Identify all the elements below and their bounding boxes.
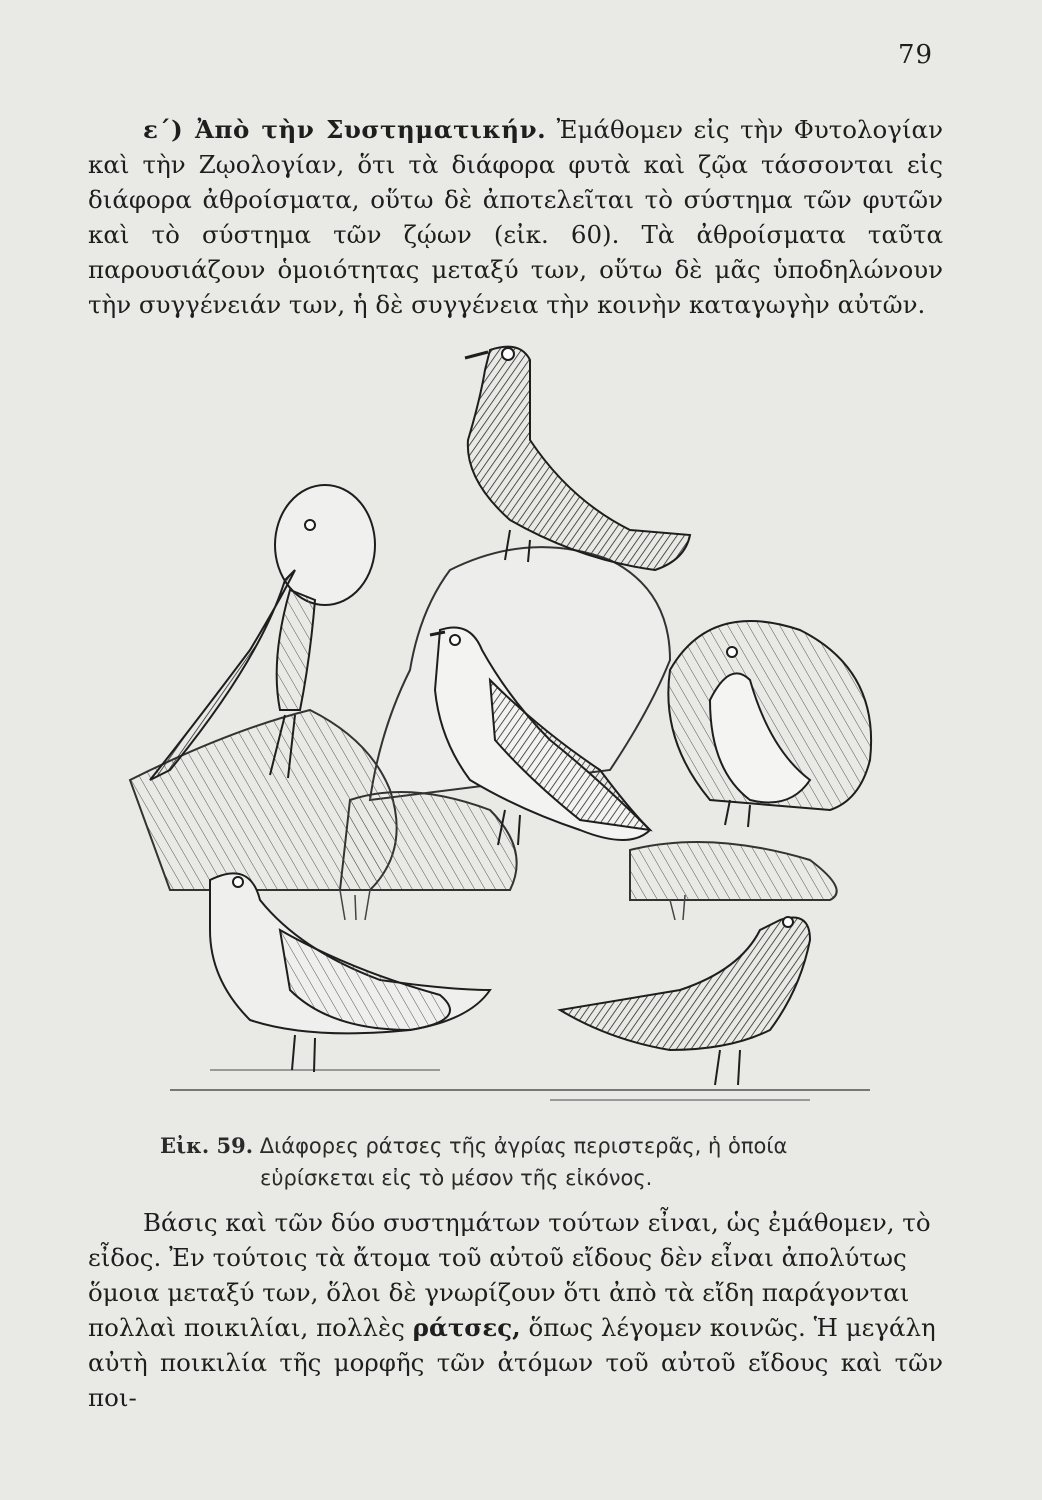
pigeon-fantail [668, 621, 871, 827]
pigeon-breeds-illustration [110, 330, 910, 1120]
section-heading: ε΄) Ἀπὸ τὴν Συστηματικήν. [143, 115, 547, 144]
pigeon-bottom-left [210, 873, 490, 1072]
body-line-5: αὐτὴ ποικιλία τῆς μορφῆς τῶν ἀτόμων τοῦ αὐτοῦ εἴδους καὶ τῶν ποι- [88, 1348, 943, 1412]
body-paragraph [88, 1205, 943, 1415]
body-line-4-end: ὅπως λέγομεν κοινῶς. Ἡ μεγάλη [528, 1313, 936, 1342]
body-line-3: ὅμοια μεταξύ των, ὅλοι δὲ γνωρίζουν ὅτι ἀπὸ τὰ εἴδη παράγονται [88, 1278, 910, 1307]
page-number: 79 [898, 40, 934, 70]
emphasized-term: ράτσες, [412, 1313, 521, 1342]
caption-line-1: Διάφορες ράτσες τῆς ἀγρίας περιστερᾶς, ἡ ὁποία [259, 1134, 788, 1158]
pigeon-bottom-right [560, 917, 810, 1085]
intro-text: Ἐμάθομεν εἰς τὴν Φυτολογίαν καὶ τὴν Ζῳολογίαν, ὅτι τὰ διάφορα φυτὰ καὶ ζῷα τάσσονται εἰς διάφορα ἀθροίσματα, οὕτω δὲ ἀποτελεῖται τὸ σύστημα τῶν φυτῶν καὶ τὸ σύστημα τῶν ζῴων (εἰκ. 60). Τὰ ἀθροίσματα ταῦτα παρουσιάζουν ὁμοιότητας μεταξύ των, οὕτω δὲ μᾶς ὑποδηλώνουν τὴν συγγένειάν των, ἡ δὲ συγγένεια τὴν κοινὴν καταγωγὴν αὐτῶν. [88, 115, 943, 319]
figure-caption [160, 1130, 900, 1194]
body-line-1: Βάσις καὶ τῶν δύο συστημάτων τούτων εἶναι, ὡς ἐμάθομεν, τὸ [143, 1208, 931, 1237]
caption-label: Εἰκ. 59. [160, 1133, 254, 1158]
caption-line-2: εὑρίσκεται εἰς τὸ μέσον τῆς εἰκόνος. [260, 1166, 653, 1190]
pigeon-top [465, 347, 690, 570]
body-line-4-start: πολλαὶ ποικιλίαι, πολλὲς [88, 1313, 405, 1342]
body-line-2: εἶδος. Ἐν τούτοις τὰ ἄτομα τοῦ αὐτοῦ εἴδους δὲν εἶναι ἀπολύτως [88, 1243, 907, 1272]
intro-paragraph [88, 112, 943, 322]
body-line-4 [88, 1310, 943, 1345]
